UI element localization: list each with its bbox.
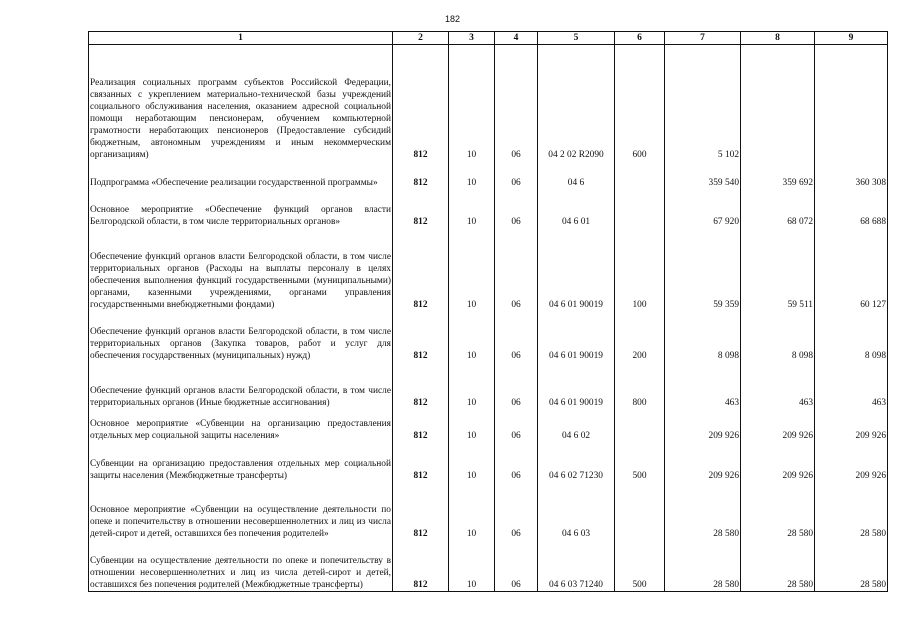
- cell-subsection: 06: [495, 228, 538, 311]
- cell-subsection: 06: [495, 442, 538, 482]
- cell-section: 10: [449, 161, 495, 189]
- cell-admin-code: 812: [393, 442, 449, 482]
- cell-amount-8: 68 072: [741, 189, 815, 228]
- cell-target-article: 04 6 02 71230: [538, 442, 615, 482]
- cell-section: 10: [449, 482, 495, 540]
- table-row: [89, 161, 888, 189]
- cell-admin-code: 812: [393, 482, 449, 540]
- cell-amount-7: 209 926: [665, 409, 741, 442]
- cell-amount-8: 359 692: [741, 161, 815, 189]
- cell-section: 10: [449, 362, 495, 409]
- cell-amount-9: 28 580: [815, 540, 888, 592]
- cell-target-article: 04 6 01: [538, 189, 615, 228]
- cell-amount-9: 60 127: [815, 228, 888, 311]
- cell-section: 10: [449, 189, 495, 228]
- row-description: Субвенции на организацию предоставления отдельных мер социальной защиты населения (Межбюджетные трансферты): [89, 442, 393, 482]
- cell-expense-type: [615, 482, 665, 540]
- cell-amount-8: 209 926: [741, 409, 815, 442]
- cell-subsection: 06: [495, 482, 538, 540]
- cell-amount-7: 59 359: [665, 228, 741, 311]
- cell-admin-code: 812: [393, 189, 449, 228]
- cell-amount-8: 59 511: [741, 228, 815, 311]
- cell-amount-8: 28 580: [741, 482, 815, 540]
- col-header-8: 8: [741, 32, 815, 45]
- cell-expense-type: 800: [615, 362, 665, 409]
- cell-amount-7: 209 926: [665, 442, 741, 482]
- cell-target-article: 04 6 03 71240: [538, 540, 615, 592]
- cell-admin-code: 812: [393, 311, 449, 362]
- cell-amount-9: 28 580: [815, 482, 888, 540]
- cell-expense-type: [615, 409, 665, 442]
- cell-subsection: 06: [495, 45, 538, 161]
- row-description: Обеспечение функций органов власти Белгородской области, в том числе территориальных органов (Закупка товаров, работ и услуг для обеспечения государственных (муниципальных) нужд): [89, 311, 393, 362]
- cell-admin-code: 812: [393, 161, 449, 189]
- cell-expense-type: 600: [615, 45, 665, 161]
- cell-amount-7: 359 540: [665, 161, 741, 189]
- col-header-6: 6: [615, 32, 665, 45]
- table-row: [89, 409, 888, 442]
- cell-target-article: 04 6: [538, 161, 615, 189]
- cell-amount-9: 463: [815, 362, 888, 409]
- cell-amount-9: 8 098: [815, 311, 888, 362]
- cell-admin-code: 812: [393, 409, 449, 442]
- cell-amount-9: 209 926: [815, 409, 888, 442]
- cell-subsection: 06: [495, 189, 538, 228]
- col-header-4: 4: [495, 32, 538, 45]
- cell-target-article: 04 6 01 90019: [538, 228, 615, 311]
- col-header-9: 9: [815, 32, 888, 45]
- cell-amount-9: 209 926: [815, 442, 888, 482]
- cell-expense-type: [615, 189, 665, 228]
- cell-subsection: 06: [495, 161, 538, 189]
- cell-amount-8: 8 098: [741, 311, 815, 362]
- cell-amount-8: [741, 45, 815, 161]
- cell-expense-type: [615, 161, 665, 189]
- cell-amount-7: 28 580: [665, 540, 741, 592]
- cell-target-article: 04 6 03: [538, 482, 615, 540]
- cell-expense-type: 500: [615, 540, 665, 592]
- cell-amount-8: 28 580: [741, 540, 815, 592]
- cell-amount-7: 5 102: [665, 45, 741, 161]
- table-row: [89, 45, 888, 161]
- row-description: Подпрограмма «Обеспечение реализации государственной программы»: [89, 161, 393, 189]
- cell-subsection: 06: [495, 409, 538, 442]
- col-header-3: 3: [449, 32, 495, 45]
- table-row: [89, 540, 888, 592]
- cell-amount-8: 463: [741, 362, 815, 409]
- row-description: Основное мероприятие «Субвенции на осуществление деятельности по опеке и попечительству в отношении несовершеннолетних и лиц из числа детей-сирот и детей, оставшихся без попечения родителей»: [89, 482, 393, 540]
- cell-admin-code: 812: [393, 362, 449, 409]
- cell-amount-7: 8 098: [665, 311, 741, 362]
- row-description: Обеспечение функций органов власти Белгородской области, в том числе территориальных органов (Иные бюджетные ассигнования): [89, 362, 393, 409]
- col-header-5: 5: [538, 32, 615, 45]
- cell-amount-7: 67 920: [665, 189, 741, 228]
- cell-amount-9: 68 688: [815, 189, 888, 228]
- cell-section: 10: [449, 442, 495, 482]
- cell-expense-type: 500: [615, 442, 665, 482]
- cell-section: 10: [449, 540, 495, 592]
- cell-admin-code: 812: [393, 540, 449, 592]
- cell-section: 10: [449, 45, 495, 161]
- table-row: [89, 482, 888, 540]
- cell-target-article: 04 2 02 R2090: [538, 45, 615, 161]
- cell-target-article: 04 6 01 90019: [538, 362, 615, 409]
- cell-admin-code: 812: [393, 228, 449, 311]
- table-row: [89, 442, 888, 482]
- table-row: [89, 189, 888, 228]
- table-row: [89, 311, 888, 362]
- cell-amount-9: 360 308: [815, 161, 888, 189]
- row-description: Реализация социальных программ субъектов Российской Федерации, связанных с укреплением материально-технической базы учреждений социального обслуживания населения, оказанием адресной социальной помощи неработающим пенсионерам, обучением компьютерной грамотности неработающих пенсионеров (Предоставление субсидий бюджетным, автономным учреждениям и иным некоммерческим организациям): [89, 45, 393, 161]
- table-row: [89, 362, 888, 409]
- page-number: 182: [444, 14, 461, 24]
- cell-section: 10: [449, 311, 495, 362]
- cell-target-article: 04 6 02: [538, 409, 615, 442]
- cell-subsection: 06: [495, 311, 538, 362]
- cell-amount-7: 463: [665, 362, 741, 409]
- row-description: Основное мероприятие «Обеспечение функций органов власти Белгородской области, в том числе территориальных органов»: [89, 189, 393, 228]
- row-description: Обеспечение функций органов власти Белгородской области, в том числе территориальных органов (Расходы на выплаты персоналу в целях обеспечения выполнения функций государственными (муниципальными) органами, казенными учреждениями, органами управления государственными внебюджетными фондами): [89, 228, 393, 311]
- row-description: Субвенции на осуществление деятельности по опеке и попечительству в отношении несовершеннолетних и лиц из числа детей-сирот и детей, оставшихся без попечения родителей (Межбюджетные трансферты): [89, 540, 393, 592]
- col-header-1: 1: [89, 32, 393, 45]
- cell-amount-8: 209 926: [741, 442, 815, 482]
- row-description: Основное мероприятие «Субвенции на организацию предоставления отдельных мер социальной защиты населения»: [89, 409, 393, 442]
- cell-expense-type: 100: [615, 228, 665, 311]
- cell-target-article: 04 6 01 90019: [538, 311, 615, 362]
- budget-table: [88, 31, 888, 592]
- table-row: [89, 228, 888, 311]
- cell-expense-type: 200: [615, 311, 665, 362]
- cell-amount-9: [815, 45, 888, 161]
- col-header-7: 7: [665, 32, 741, 45]
- cell-subsection: 06: [495, 362, 538, 409]
- header-row: [89, 32, 888, 45]
- cell-section: 10: [449, 409, 495, 442]
- col-header-2: 2: [393, 32, 449, 45]
- cell-amount-7: 28 580: [665, 482, 741, 540]
- cell-admin-code: 812: [393, 45, 449, 161]
- cell-section: 10: [449, 228, 495, 311]
- cell-subsection: 06: [495, 540, 538, 592]
